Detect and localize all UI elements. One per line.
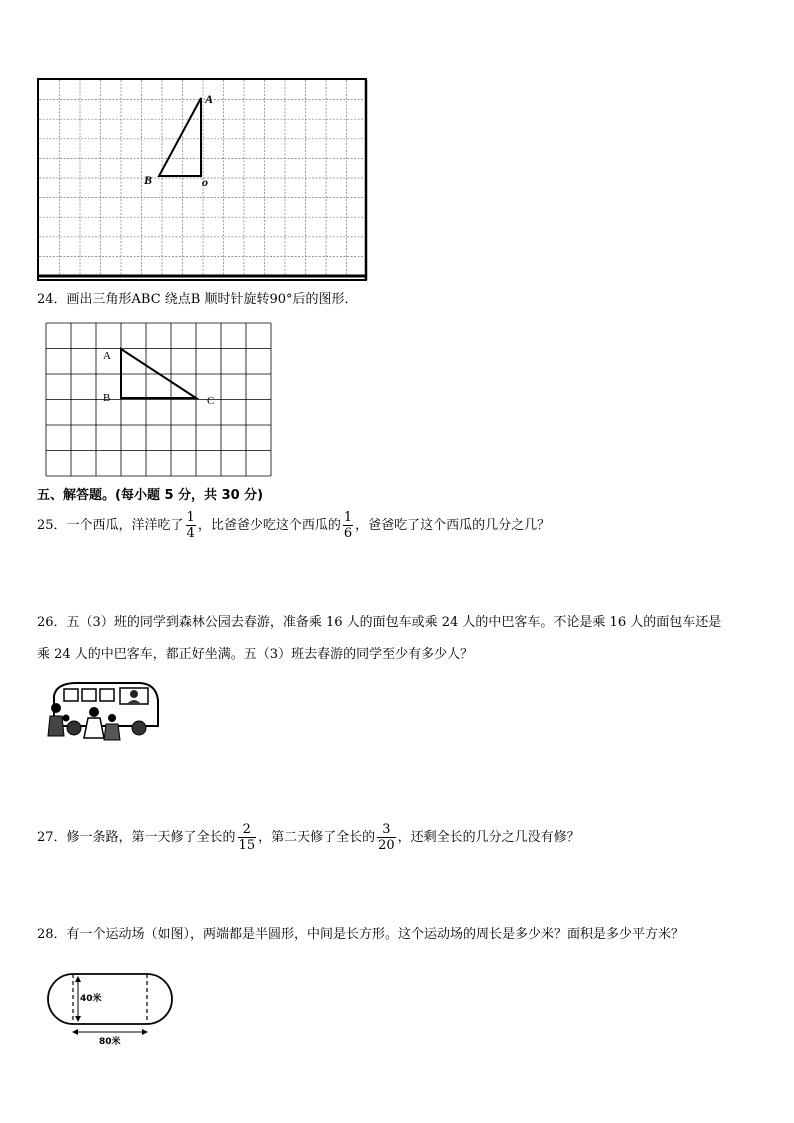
point-c-label: C — [207, 395, 215, 407]
fraction: $\frac{3}{20}$ — [378, 822, 395, 853]
point-a-label: A — [103, 350, 111, 362]
q27-text-2: ，第二天修了全长的 — [258, 830, 376, 845]
q27-text-3: ，还剩全长的几分之几没有修？ — [397, 830, 580, 845]
q27-text-1: 27．修一条路，第一天修了全长的 — [37, 830, 236, 845]
question-27 — [37, 822, 580, 854]
rotation-grid-figure — [37, 78, 369, 284]
q25-text-2: ，比爸爸少吃这个西瓜的 — [197, 518, 341, 533]
question-26-line-2: 乘 24 人的中巴客车，都正好坐满。五（3）班去春游的同学至少有多少人？ — [37, 647, 474, 662]
question-28: 28．有一个运动场（如图），两端都是半圆形，中间是长方形。这个运动场的周长是多少米？面积是多少平方米？ — [37, 927, 685, 942]
stadium-diagram — [44, 970, 176, 1050]
question-26-line-1: 26．五（3）班的同学到森林公园去春游，准备乘 16 人的面包车或乘 24 人的中巴客车。不论是乘 16 人的面包车还是 — [37, 615, 722, 630]
question-24: 24．画出三角形ABC 绕点B 顺时针旋转90°后的图形． — [37, 292, 358, 307]
fraction: $\frac{1}{4}$ — [186, 510, 195, 541]
fraction: $\frac{1}{6}$ — [343, 510, 353, 541]
q25-text-3: ，爸爸吃了这个西瓜的几分之几？ — [355, 518, 551, 533]
section-heading: 五、解答题。(每小题 5 分，共 30 分) — [37, 488, 264, 503]
q25-text-1: 25．一个西瓜，洋洋吃了 — [37, 518, 184, 533]
fraction: $\frac{2}{15}$ — [238, 822, 256, 853]
point-b-label: B — [144, 173, 153, 187]
point-o-label: o — [202, 175, 208, 189]
triangle-abc — [121, 349, 196, 398]
point-b-label: B — [103, 392, 111, 404]
question-25 — [37, 510, 550, 541]
length-label: 80米 — [99, 1037, 121, 1047]
triangle-abc-grid — [42, 320, 274, 480]
point-a-label: A — [205, 92, 214, 106]
width-label: 40米 — [80, 994, 102, 1004]
bus-illustration — [44, 678, 162, 742]
